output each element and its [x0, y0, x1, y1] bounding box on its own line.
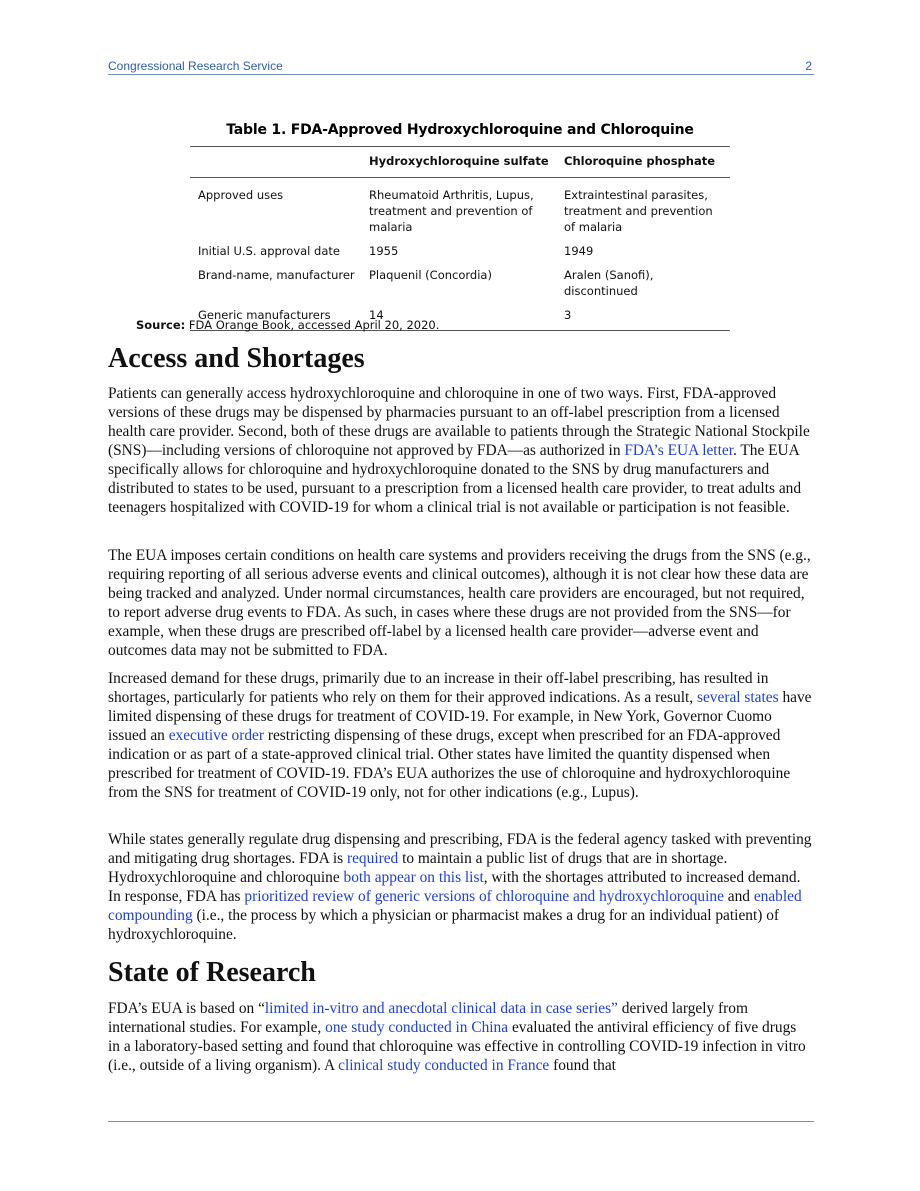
- table-row: [190, 239, 730, 263]
- table-header-cell: [190, 147, 361, 178]
- table-source-note: [136, 318, 439, 332]
- paragraph-text: Patients can generally access hydroxychloroquine and chloroquine in one of two ways. First, FDA-approved versions of these drugs may be dispensed by pharmacies pursuant to an off-label prescription from a licensed health care provider. Second, both of these drugs are available to patients through the Strategic National Stockpile (SNS)—including versions of chloroquine not approved by FDA—as authorized in: [108, 385, 810, 459]
- source-label: Source:: [136, 318, 186, 332]
- table-header-cell: Hydroxychloroquine sulfate: [369, 154, 549, 168]
- link-executive-order[interactable]: executive order: [168, 727, 264, 744]
- table-row: [190, 178, 730, 240]
- table-cell: 14: [369, 308, 384, 322]
- table-cell: 1955: [369, 244, 399, 258]
- paragraph-eua-conditions: The EUA imposes certain conditions on health care systems and providers receiving the drugs from the SNS (e.g., requiring reporting of all serious adverse events and clinical outcomes), although it is not clear how these data are being tracked and analyzed. Under normal circumstances, health care providers are encouraged, but not required, to report adverse drug events to FDA. As such, in cases where these drugs are not provided from the SNS—for example, when these drugs are prescribed off-label by a licensed health care provider—adverse event and outcomes data may not be submitted to FDA.: [108, 547, 811, 659]
- paragraph-text: have limited dispensing of these drugs for treatment of COVID-19. For example, in New York, Governor Cuomo issued an: [108, 689, 812, 744]
- table-cell: Approved uses: [198, 188, 284, 202]
- paragraph-text: restricting dispensing of these drugs, except when prescribed for an FDA-approved indication or as part of a state-approved clinical trial. Other states have limited the quantity dispensed when prescribed for treatment of COVID-19. FDA’s EUA authorizes the use of chloroquine and hydroxychloroquine from the SNS for treatment of COVID-19 only, not for other indications (e.g., Lupus).: [108, 727, 791, 801]
- header-org-name: Congressional Research Service: [108, 59, 283, 73]
- table-cell: Aralen (Sanofi), discontinued: [564, 268, 654, 298]
- paragraph-text: and: [723, 888, 754, 905]
- table-row: [190, 263, 730, 303]
- link-several-states[interactable]: several states: [696, 689, 779, 706]
- page-number: 2: [805, 59, 812, 73]
- table-cell: Generic manufacturers: [198, 308, 331, 322]
- paragraph-text: , with the shortages attributed to increased demand. In response, FDA has: [108, 869, 801, 905]
- paragraph-text: found that: [549, 1057, 616, 1074]
- link-required[interactable]: required: [346, 850, 399, 867]
- paragraph-text: While states generally regulate drug dispensing and prescribing, FDA is the federal agency tasked with preventing and mitigating drug shortages. FDA is: [108, 831, 812, 867]
- paragraph-research: [108, 999, 812, 1075]
- paragraph-text: to maintain a public list of drugs that are in shortage. Hydroxychloroquine and chloroquine: [108, 850, 728, 886]
- section-heading-state-of-research: State of Research: [108, 957, 316, 988]
- table-cell: Initial U.S. approval date: [198, 244, 340, 258]
- link-limited-in-vitro-data[interactable]: limited in-vitro and anecdotal clinical data in case series”: [264, 1000, 618, 1017]
- link-shortage-list[interactable]: both appear on this list: [343, 869, 484, 886]
- table-cell: Brand-name, manufacturer: [198, 268, 355, 282]
- paragraph-text: (i.e., the process by which a physician or pharmacist makes a drug for an individual patient) of hydroxychloroquine.: [108, 907, 780, 943]
- paragraph-text: FDA’s EUA is based on “: [108, 1000, 265, 1017]
- table-header-cell: Chloroquine phosphate: [564, 154, 716, 168]
- table-cell: 3: [564, 308, 572, 322]
- header-divider: [108, 74, 814, 75]
- page-header: [108, 59, 814, 75]
- link-enabled-compounding[interactable]: enabled compounding: [108, 888, 802, 924]
- link-france-study[interactable]: clinical study conducted in France: [338, 1057, 550, 1074]
- table-cell: Extraintestinal parasites, treatment and prevention of malaria: [564, 188, 713, 234]
- paragraph-text: Increased demand for these drugs, primarily due to an increase in their off-label prescribing, has resulted in shortages, particularly for patients who rely on them for their approved indications. As a result,: [108, 670, 769, 706]
- paragraph-text: derived largely from international studies. For example,: [108, 1000, 748, 1036]
- paragraph-shortages: [108, 669, 812, 802]
- source-text: FDA Orange Book, accessed April 20, 2020.: [185, 318, 440, 332]
- paragraph-text: evaluated the antiviral efficiency of five drugs in a laboratory-based setting and found that chloroquine was effective in controlling COVID-19 infection in vitro (i.e., outside of a living organism). A: [108, 1019, 806, 1074]
- table-cell: Rheumatoid Arthritis, Lupus, treatment and prevention of malaria: [369, 188, 534, 234]
- paragraph-access: [108, 384, 812, 517]
- table-header-row: [190, 147, 730, 178]
- paragraph-fda-shortage-role: [108, 830, 812, 944]
- table-title: Table 1. FDA-Approved Hydroxychloroquine and Chloroquine: [226, 122, 694, 138]
- link-china-study[interactable]: one study conducted in China: [325, 1019, 509, 1036]
- section-heading-access-shortages: Access and Shortages: [108, 343, 365, 374]
- link-prioritized-review[interactable]: prioritized review of generic versions of chloroquine and hydroxychloroquine: [244, 888, 724, 905]
- link-fda-eua-letter[interactable]: FDA’s EUA letter: [624, 442, 733, 459]
- paragraph-text: . The EUA specifically allows for chloroquine and hydroxychloroquine donated to the SNS by drug manufacturers and distributed to states to be used, pursuant to a prescription from a licensed health care provider, to treat adults and teenagers hospitalized with COVID-19 for whom a clinical trial is not available or participation is not feasible.: [108, 442, 802, 516]
- footer-divider: [108, 1121, 814, 1122]
- table-cell: 1949: [564, 244, 594, 258]
- drug-table: [190, 146, 730, 331]
- table-cell: Plaquenil (Concordia): [369, 268, 492, 282]
